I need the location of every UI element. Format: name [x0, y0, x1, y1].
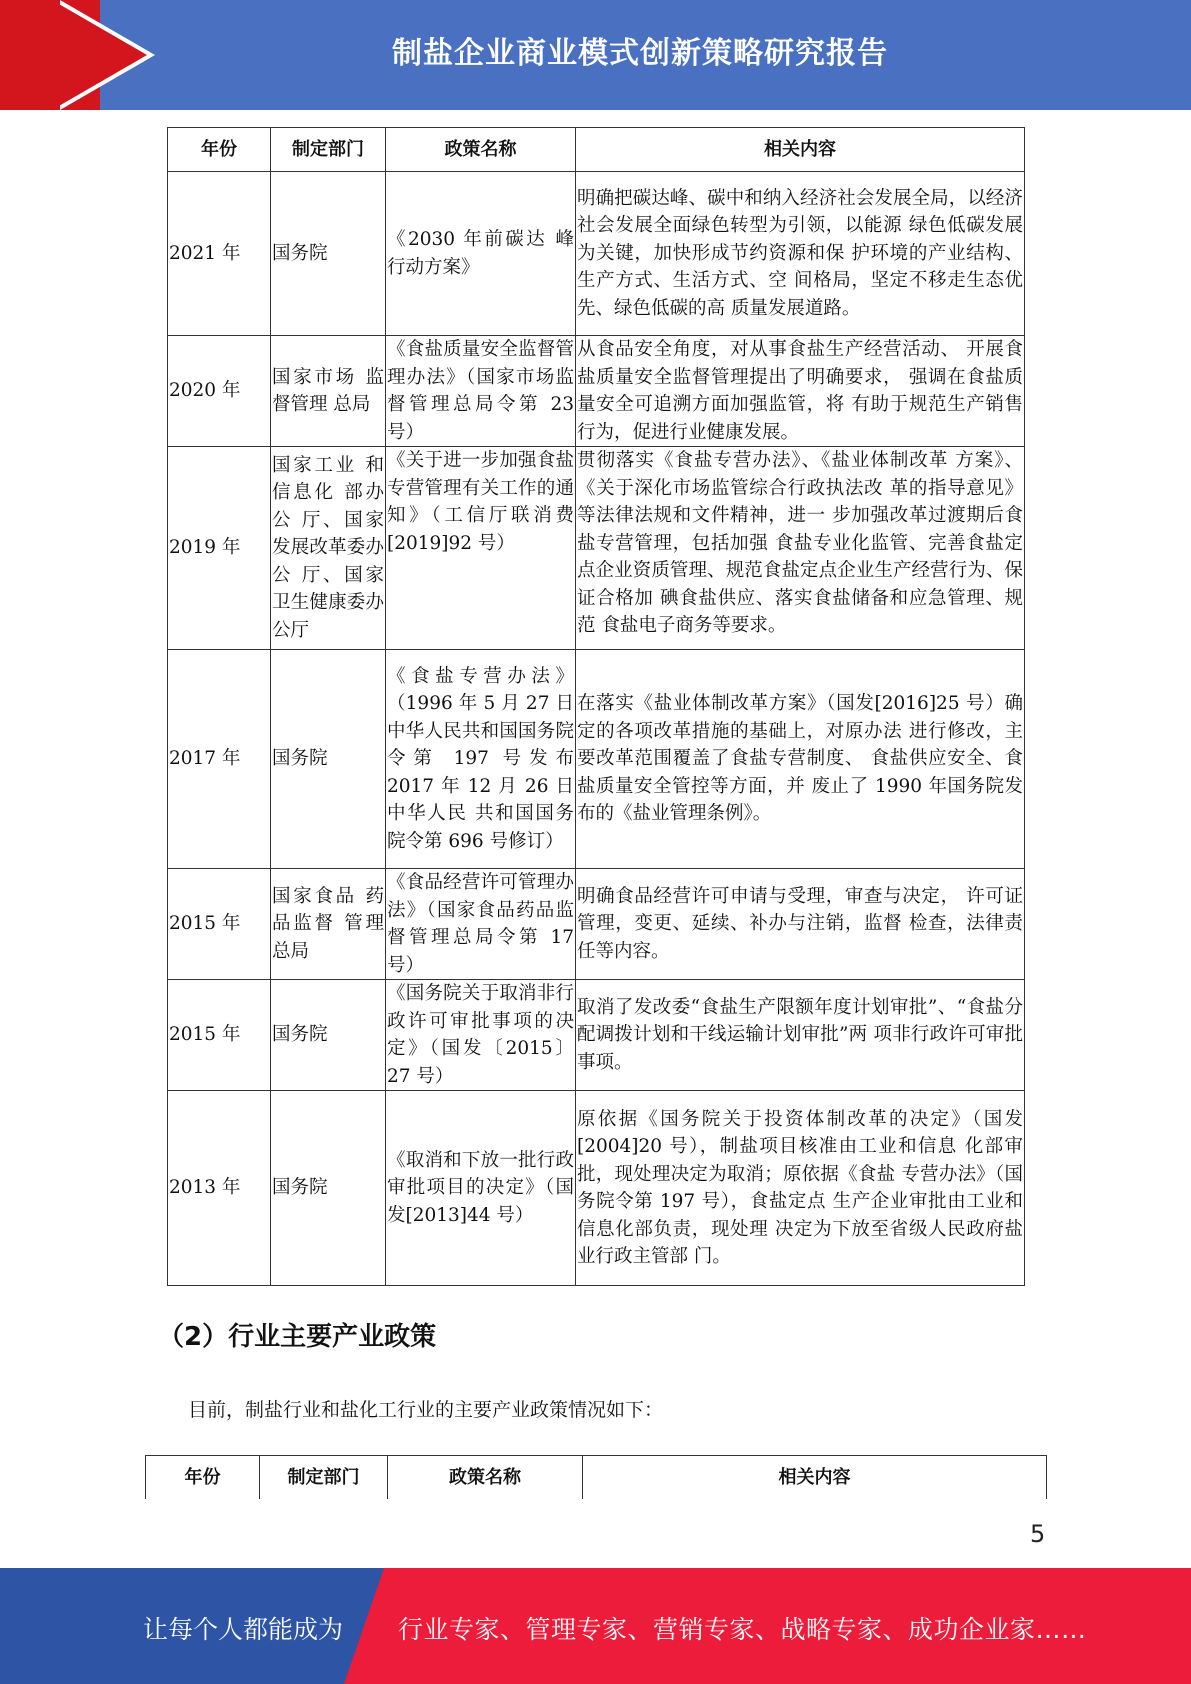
cell-policy: 《食盐专营办法》（1996 年 5 月 27 日中华人民共和国国务院令第 197 号发布 2017 年 12 月 26 日中华人民 共和国国务院令第 696 号修订） [386, 650, 576, 869]
cell-dept: 国务院 [271, 980, 386, 1091]
col-header-year: 年份 [168, 128, 271, 172]
table-row [168, 172, 1025, 336]
page-number: 5 [1030, 1520, 1046, 1548]
table-header-row [168, 128, 1025, 172]
table-row [168, 869, 1025, 980]
cell-dept: 国家市场 监督管理 总局 [271, 336, 386, 447]
page-header [0, 0, 1191, 110]
section-paragraph: 目前，制盐行业和盐化工行业的主要产业政策情况如下： [188, 1399, 664, 1421]
report-title: 制盐企业商业模式创新策略研究报告 [392, 36, 888, 71]
col-header-dept: 制定部门 [271, 128, 386, 172]
cell-policy: 《取消和下放一批行政审批项目的决定》（国发[2013]44 号） [386, 1091, 576, 1286]
table-row [168, 336, 1025, 447]
policy-table [167, 127, 1025, 1286]
cell-year: 2013 年 [168, 1091, 271, 1286]
footer-slogan-right: 行业专家、管理专家、营销专家、战略专家、成功企业家…… [398, 1615, 1087, 1644]
header-red-chevron [52, 0, 147, 110]
footer-blue-slant [344, 1568, 384, 1684]
cell-year: 2020 年 [168, 336, 271, 447]
cell-policy: 《国务院关于取消非行政许可审批事项的决定》（国发〔2015〕 27 号） [386, 980, 576, 1091]
table-row [168, 1091, 1025, 1286]
cell-policy: 《2030 年前碳达 峰行动方案》 [386, 172, 576, 336]
section-heading: （2）行业主要产业政策 [158, 1322, 437, 1352]
cell-dept: 国务院 [271, 1091, 386, 1286]
cell-content: 贯彻落实《食盐专营办法》、《盐业体制改革 方案》、《关于深化市场监管综合行政执法改 革的指导意见》等法律法规和文件精神，进一 步加强改革过渡期后食盐专营管理，包括加强 食盐专业化监管、完善食盐定点企业资质管理、规范食盐定点企业生产经营行为、保证合格加 碘食盐供应、落实食盐储备和应急管理、规范 食盐电子商务等要求。 [576, 447, 1025, 650]
footer-slogan-left: 让每个人都能成为 [143, 1615, 344, 1644]
cell-content: 原依据《国务院关于投资体制改革的决定》（国发[2004]20 号），制盐项目核准由工业和信息 化部审批，现处理决定为取消；原依据《食盐 专营办法》（国务院令第 197 号），食盐定点 生产企业审批由工业和信息化部负责，现处理 决定为下放至省级人民政府盐业行政主管部 门。 [576, 1091, 1025, 1286]
cell-dept: 国务院 [271, 172, 386, 336]
cell-year: 2015 年 [168, 980, 271, 1091]
table-row [168, 980, 1025, 1091]
col-header-content: 相关内容 [583, 1456, 1047, 1500]
table-row [168, 650, 1025, 869]
cell-content: 在落实《盐业体制改革方案》（国发[2016]25 号）确定的各项改革措施的基础上，对原办法 进行修改，主要改革范围覆盖了食盐专营制度、 食盐供应安全、食盐质量安全管控等方面，并 废止了 1990 年国务院发布的《盐业管理条例》。 [576, 650, 1025, 869]
col-header-policy: 政策名称 [386, 128, 576, 172]
cell-year: 2021 年 [168, 172, 271, 336]
cell-dept: 国家食品 药品监督 管理总局 [271, 869, 386, 980]
cell-dept: 国家工业 和信息化 部办公 厅、国家发展改革委办公 厅、国家 卫生健康委办公厅 [271, 447, 386, 650]
table-header-row [146, 1456, 1047, 1500]
cell-content: 明确把碳达峰、碳中和纳入经济社会发展全局，以经济社会发展全面绿色转型为引领，以能源 绿色低碳发展为关键，加快形成节约资源和保 护环境的产业结构、生产方式、生活方式、空 间格局，坚定不移走生态优先、绿色低碳的高 质量发展道路。 [576, 172, 1025, 336]
cell-year: 2019 年 [168, 447, 271, 650]
cell-year: 2015 年 [168, 869, 271, 980]
page-footer [0, 1568, 1191, 1684]
cell-year: 2017 年 [168, 650, 271, 869]
cell-policy: 《关于进一步加强食盐专营管理有关工作的通知》（工信厅联消费 [2019]92 号） [386, 447, 576, 650]
col-header-year: 年份 [146, 1456, 260, 1500]
cell-policy: 《食盐质量安全监督管理办法》（国家市场监督管理总局令第 23 号） [386, 336, 576, 447]
col-header-content: 相关内容 [576, 128, 1025, 172]
cell-policy: 《食品经营许可管理办法》（国家食品药品监督管理总局令第 17 号） [386, 869, 576, 980]
col-header-policy: 政策名称 [388, 1456, 583, 1500]
table-row [168, 447, 1025, 650]
cell-dept: 国务院 [271, 650, 386, 869]
cell-content: 明确食品经营许可申请与受理，审查与决定， 许可证管理，变更、延续、补办与注销，监督 检查，法律责任等内容。 [576, 869, 1025, 980]
col-header-dept: 制定部门 [260, 1456, 388, 1500]
cell-content: 从食品安全角度，对从事食盐生产经营活动、 开展食盐质量安全监督管理提出了明确要求， 强调在食盐质量安全可追溯方面加强监管，将 有助于规范生产销售行为，促进行业健康发展。 [576, 336, 1025, 447]
industry-policy-table [145, 1455, 1047, 1499]
cell-content: 取消了发改委“食盐生产限额年度计划审批”、“食盐分配调拨计划和干线运输计划审批”两 项非行政许可审批事项。 [576, 980, 1025, 1091]
